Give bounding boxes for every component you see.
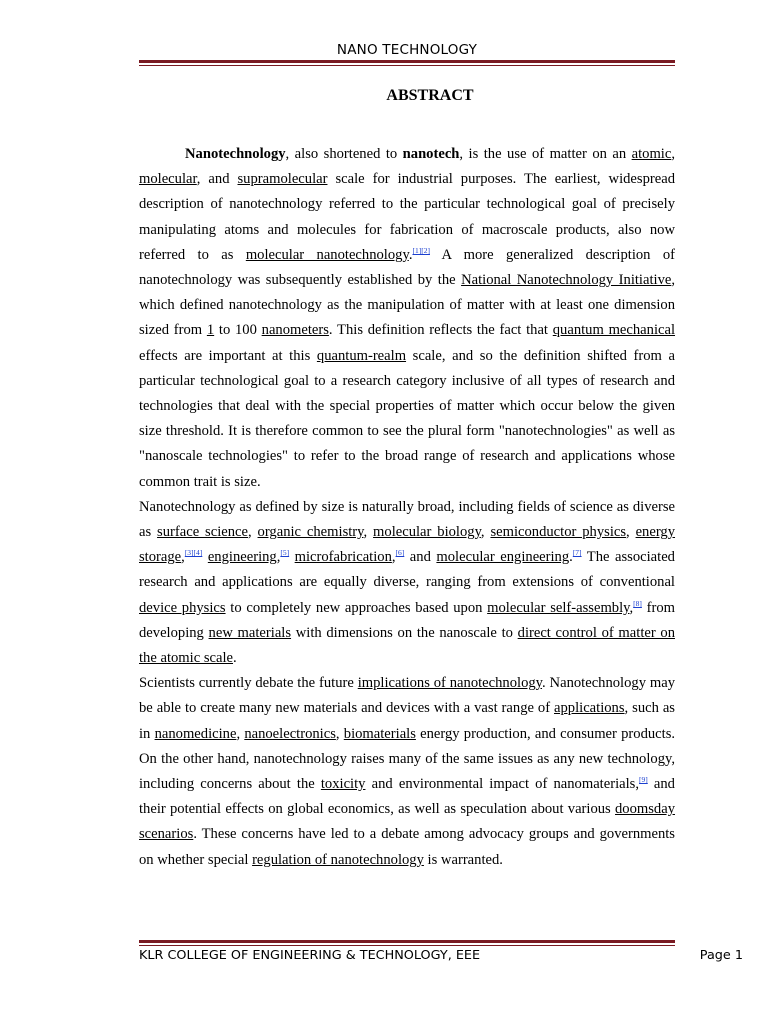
- citation-link[interactable]: [9]: [639, 775, 648, 785]
- link-device-physics[interactable]: device physics: [139, 599, 226, 616]
- link-semiconductor-physics[interactable]: semiconductor physics: [490, 524, 627, 541]
- footer-rule: [139, 940, 675, 946]
- link-applications[interactable]: applications: [554, 700, 625, 717]
- page-title: ABSTRACT: [386, 87, 474, 104]
- link-nanoelectronics[interactable]: nanoelectronics: [244, 725, 336, 742]
- link-new-materials[interactable]: new materials: [208, 624, 292, 641]
- footer-institution: KLR COLLEGE OF ENGINEERING & TECHNOLOGY, EEE: [139, 948, 481, 963]
- link-quantum-realm[interactable]: quantum-realm: [316, 347, 407, 364]
- link-molecular-engineering[interactable]: molecular engineering: [436, 549, 570, 566]
- link-molecular-biology[interactable]: molecular biology: [373, 524, 481, 541]
- running-header: NANO TECHNOLOGY: [336, 42, 478, 58]
- link-organic-chemistry[interactable]: organic chemistry: [257, 524, 364, 541]
- link-implications-of-nanotechnology[interactable]: implications of nanotechnology: [357, 675, 543, 692]
- link-molecular-nanotechnology[interactable]: molecular nanotechnology: [245, 246, 409, 263]
- link-engineering[interactable]: engineering: [207, 549, 277, 566]
- link-regulation-of-nanotechnology[interactable]: regulation of nanotechnology: [252, 851, 424, 868]
- citation-link[interactable]: [3][4]: [184, 548, 203, 558]
- citation-link[interactable]: [6]: [395, 548, 405, 558]
- paragraph-1: Nanotechnology, also shortened to nanotech, is the use of matter on an atomic, molecular, and supramolecular scale for industrial purposes. The earliest, widespread description of nanotechnology referred to the particular technological goal of precisely manipulating atoms and molecules for fabrication of macroscale products, also now referred to as molecular nanotechnology.[1][2] A more generalized description of nanotechnology was subsequently established by the National Nanotechnology Initiative, which defined nanotechnology as the manipulation of matter with at least one dimension sized from 1 to 100 nanometers. This definition reflects the fact that quantum mechanical effects are important at this quantum-realm scale, and so the definition shifted from a particular technological goal to a research category inclusive of all types of research and technologies that deal with the special properties of matter which occur below the given size threshold. It is therefore common to see the plural form "nanotechnologies" as well as "nanoscale technologies" to refer to the broad range of research and applications whose common trait is size.: [139, 146, 676, 490]
- link-doomsday-scenarios[interactable]: doomsday scenarios: [139, 801, 675, 843]
- header-rule: [139, 60, 675, 66]
- paragraph-3: Scientists currently debate the future implications of nanotechnology. Nanotechnology may be able to create many new materials and devices with a vast range of applications, such as in nanomedicine, nanoelectronics, biomaterials energy production, and consumer products. On the other hand, nanotechnology raises many of the same issues as any new technology, including concerns about the toxicity and environmental impact of nanomaterials,[9] and their potential effects on global economics, as well as speculation about various doomsday scenarios. These concerns have led to a debate among advocacy groups and governments on whether special regulation of nanotechnology is warranted.: [139, 675, 676, 868]
- citation-link[interactable]: [5]: [280, 548, 290, 558]
- link-nanometers[interactable]: nanometers: [261, 322, 329, 339]
- link-biomaterials[interactable]: biomaterials: [343, 725, 416, 742]
- link-national-nanotechnology-initiative[interactable]: National Nanotechnology Initiative: [461, 272, 672, 289]
- link-microfabrication[interactable]: microfabrication: [294, 549, 392, 566]
- link-nanomedicine[interactable]: nanomedicine: [154, 725, 237, 742]
- link-toxicity[interactable]: toxicity: [320, 776, 366, 793]
- link-quantum-mechanical[interactable]: quantum mechanical: [552, 322, 676, 339]
- link-molecular-self-assembly[interactable]: molecular self-assembly: [487, 599, 630, 616]
- document-body: [139, 142, 675, 873]
- citation-link[interactable]: [1][2]: [412, 245, 430, 255]
- page-number: Page 1: [699, 948, 743, 963]
- term-bold: Nanotechnology: [185, 146, 286, 162]
- link-molecular[interactable]: molecular: [139, 171, 197, 188]
- link-surface-science[interactable]: surface science: [157, 524, 248, 541]
- link-atomic[interactable]: atomic: [631, 146, 672, 162]
- link-supramolecular[interactable]: supramolecular: [237, 171, 328, 188]
- term-bold: nanotech: [402, 146, 460, 162]
- link-energy-storage[interactable]: energy storage: [139, 524, 676, 566]
- citation-link[interactable]: [7]: [572, 548, 582, 558]
- link-direct-control-of-matter[interactable]: direct control of matter on the atomic scale: [139, 624, 675, 667]
- citation-link[interactable]: [8]: [633, 598, 642, 608]
- link-1[interactable]: 1: [206, 322, 215, 339]
- paragraph-2: Nanotechnology as defined by size is naturally broad, including fields of science as diverse as surface science, organic chemistry, molecular biology, semiconductor physics, energy storage,[3][4] engineering,[5] microfabrication,[6] and molecular engineering.[7] The associated research and applications are equally diverse, ranging from extensions of conventional device physics to completely new approaches based upon molecular self-assembly,[8] from developing new materials with dimensions on the nanoscale to direct control of matter on the atomic scale.: [139, 498, 676, 667]
